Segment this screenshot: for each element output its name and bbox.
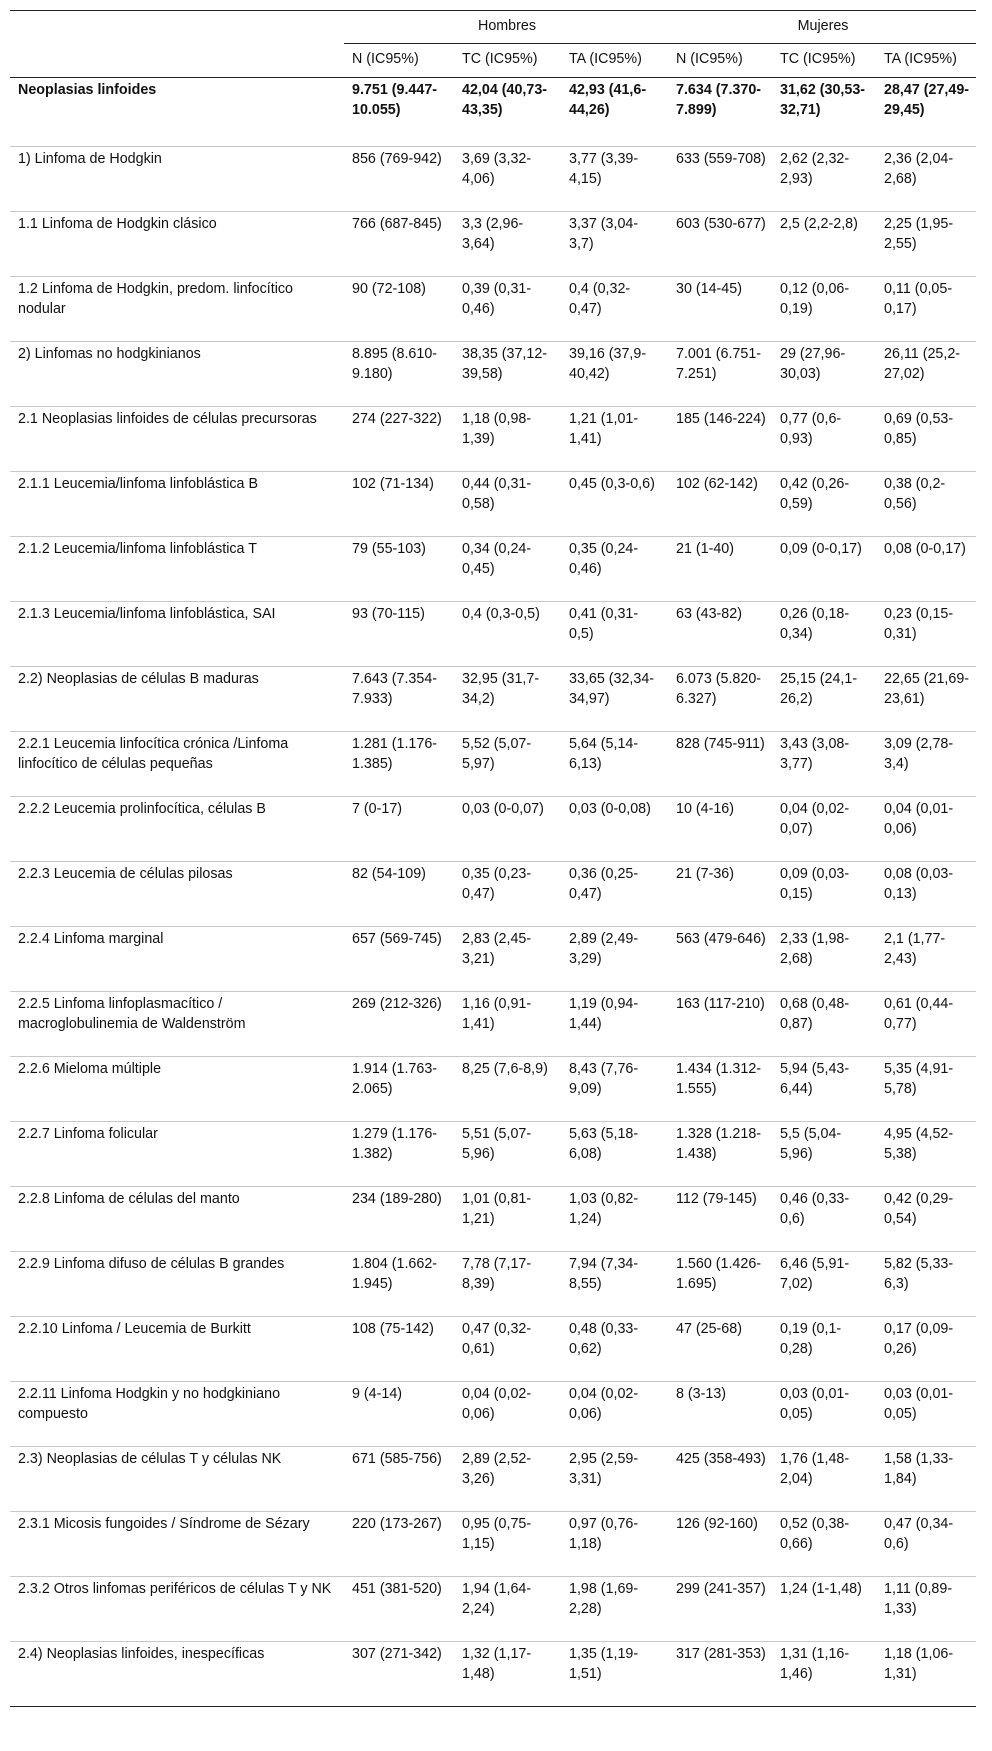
table-cell: 93 (70-115) — [344, 602, 454, 667]
table-cell: 42,93 (41,6-44,26) — [561, 78, 668, 147]
table-row — [10, 1577, 976, 1642]
table-cell: 7,94 (7,34-8,55) — [561, 1252, 668, 1317]
header-group-row — [10, 11, 976, 44]
table-cell: 0,03 (0-0,08) — [561, 797, 668, 862]
table-row — [10, 992, 976, 1057]
table-cell: 1,16 (0,91-1,41) — [454, 992, 561, 1057]
table-row — [10, 602, 976, 667]
table-row — [10, 1447, 976, 1512]
table-cell: 2,5 (2,2-2,8) — [772, 212, 876, 277]
table-row — [10, 797, 976, 862]
table-cell: 8.895 (8.610-9.180) — [344, 342, 454, 407]
table-cell: 0,17 (0,09-0,26) — [876, 1317, 976, 1382]
table-cell: 856 (769-942) — [344, 147, 454, 212]
table-cell: 0,77 (0,6-0,93) — [772, 407, 876, 472]
table-cell: 126 (92-160) — [668, 1512, 772, 1577]
table-cell: 0,11 (0,05-0,17) — [876, 277, 976, 342]
table-cell: 671 (585-756) — [344, 1447, 454, 1512]
table-cell: 1,35 (1,19-1,51) — [561, 1642, 668, 1707]
row-label: 2.2.10 Linfoma / Leucemia de Burkitt — [10, 1317, 344, 1382]
table-cell: 2,83 (2,45-3,21) — [454, 927, 561, 992]
table-cell: 32,95 (31,7-34,2) — [454, 667, 561, 732]
table-cell: 0,44 (0,31-0,58) — [454, 472, 561, 537]
row-label: 2.1.1 Leucemia/linfoma linfoblástica B — [10, 472, 344, 537]
table-row — [10, 1057, 976, 1122]
table-cell: 0,36 (0,25-0,47) — [561, 862, 668, 927]
table-cell: 1,21 (1,01-1,41) — [561, 407, 668, 472]
table-row — [10, 1187, 976, 1252]
table-cell: 274 (227-322) — [344, 407, 454, 472]
table-cell: 1,32 (1,17-1,48) — [454, 1642, 561, 1707]
table-cell: 5,35 (4,91-5,78) — [876, 1057, 976, 1122]
column-header: N (IC95%) — [668, 43, 772, 78]
table-row — [10, 927, 976, 992]
row-label: 2.4) Neoplasias linfoides, inespecíficas — [10, 1642, 344, 1707]
table-cell: 0,04 (0,02-0,07) — [772, 797, 876, 862]
header-group-hombres: Hombres — [344, 11, 668, 44]
table-cell: 1.434 (1.312-1.555) — [668, 1057, 772, 1122]
incidence-table — [10, 10, 976, 1707]
table-cell: 25,15 (24,1-26,2) — [772, 667, 876, 732]
table-row — [10, 1512, 976, 1577]
table-cell: 0,26 (0,18-0,34) — [772, 602, 876, 667]
row-label: 2.2.11 Linfoma Hodgkin y no hodgkiniano compuesto — [10, 1382, 344, 1447]
table-cell: 234 (189-280) — [344, 1187, 454, 1252]
table-cell: 3,3 (2,96-3,64) — [454, 212, 561, 277]
row-label: 2.1.3 Leucemia/linfoma linfoblástica, SAI — [10, 602, 344, 667]
table-cell: 7 (0-17) — [344, 797, 454, 862]
table-row — [10, 342, 976, 407]
row-label: 1) Linfoma de Hodgkin — [10, 147, 344, 212]
table-cell: 3,37 (3,04-3,7) — [561, 212, 668, 277]
table-cell: 307 (271-342) — [344, 1642, 454, 1707]
table-cell: 163 (117-210) — [668, 992, 772, 1057]
row-label: 2.2.3 Leucemia de células pilosas — [10, 862, 344, 927]
table-cell: 28,47 (27,49-29,45) — [876, 78, 976, 147]
row-label: 2) Linfomas no hodgkinianos — [10, 342, 344, 407]
table-cell: 3,09 (2,78-3,4) — [876, 732, 976, 797]
column-header: TC (IC95%) — [772, 43, 876, 78]
table-cell: 26,11 (25,2-27,02) — [876, 342, 976, 407]
table-cell: 63 (43-82) — [668, 602, 772, 667]
header-group-mujeres: Mujeres — [668, 11, 976, 44]
table-cell: 102 (62-142) — [668, 472, 772, 537]
table-cell: 8,25 (7,6-8,9) — [454, 1057, 561, 1122]
table-cell: 2,89 (2,49-3,29) — [561, 927, 668, 992]
table-cell: 4,95 (4,52-5,38) — [876, 1122, 976, 1187]
table-row — [10, 472, 976, 537]
table-cell: 5,51 (5,07-5,96) — [454, 1122, 561, 1187]
column-header: TC (IC95%) — [454, 43, 561, 78]
table-cell: 633 (559-708) — [668, 147, 772, 212]
table-cell: 33,65 (32,34-34,97) — [561, 667, 668, 732]
table-cell: 269 (212-326) — [344, 992, 454, 1057]
table-cell: 1,58 (1,33-1,84) — [876, 1447, 976, 1512]
row-label: 2.3) Neoplasias de células T y células NK — [10, 1447, 344, 1512]
table-cell: 5,82 (5,33-6,3) — [876, 1252, 976, 1317]
table-cell: 1,98 (1,69-2,28) — [561, 1577, 668, 1642]
table-cell: 2,36 (2,04-2,68) — [876, 147, 976, 212]
table-cell: 7,78 (7,17-8,39) — [454, 1252, 561, 1317]
table-cell: 2,1 (1,77-2,43) — [876, 927, 976, 992]
table-cell: 0,12 (0,06-0,19) — [772, 277, 876, 342]
table-cell: 0,61 (0,44-0,77) — [876, 992, 976, 1057]
table-cell: 0,41 (0,31-0,5) — [561, 602, 668, 667]
table-cell: 0,38 (0,2-0,56) — [876, 472, 976, 537]
table-cell: 1,18 (1,06-1,31) — [876, 1642, 976, 1707]
table-cell: 563 (479-646) — [668, 927, 772, 992]
table-cell: 1.914 (1.763-2.065) — [344, 1057, 454, 1122]
table-cell: 79 (55-103) — [344, 537, 454, 602]
table-cell: 10 (4-16) — [668, 797, 772, 862]
table-cell: 39,16 (37,9-40,42) — [561, 342, 668, 407]
table-cell: 0,34 (0,24-0,45) — [454, 537, 561, 602]
table-cell: 9 (4-14) — [344, 1382, 454, 1447]
table-cell: 1.328 (1.218-1.438) — [668, 1122, 772, 1187]
table-cell: 0,08 (0-0,17) — [876, 537, 976, 602]
column-header: TA (IC95%) — [561, 43, 668, 78]
table-cell: 0,95 (0,75-1,15) — [454, 1512, 561, 1577]
table-cell: 0,04 (0,02-0,06) — [454, 1382, 561, 1447]
table-container — [10, 10, 976, 1707]
table-row — [10, 407, 976, 472]
table-cell: 1,11 (0,89-1,33) — [876, 1577, 976, 1642]
table-cell: 1.560 (1.426-1.695) — [668, 1252, 772, 1317]
row-label: 2.2) Neoplasias de células B maduras — [10, 667, 344, 732]
table-cell: 0,39 (0,31-0,46) — [454, 277, 561, 342]
table-cell: 5,94 (5,43-6,44) — [772, 1057, 876, 1122]
table-cell: 90 (72-108) — [344, 277, 454, 342]
table-cell: 5,52 (5,07-5,97) — [454, 732, 561, 797]
table-cell: 102 (71-134) — [344, 472, 454, 537]
table-row — [10, 862, 976, 927]
table-cell: 7.634 (7.370-7.899) — [668, 78, 772, 147]
table-cell: 220 (173-267) — [344, 1512, 454, 1577]
table-cell: 5,5 (5,04-5,96) — [772, 1122, 876, 1187]
table-cell: 1.281 (1.176-1.385) — [344, 732, 454, 797]
table-cell: 1,03 (0,82-1,24) — [561, 1187, 668, 1252]
table-row — [10, 1642, 976, 1707]
table-cell: 0,47 (0,32-0,61) — [454, 1317, 561, 1382]
table-cell: 299 (241-357) — [668, 1577, 772, 1642]
table-cell: 42,04 (40,73-43,35) — [454, 78, 561, 147]
row-label: 2.2.9 Linfoma difuso de células B grandes — [10, 1252, 344, 1317]
table-cell: 0,35 (0,24-0,46) — [561, 537, 668, 602]
table-row — [10, 1317, 976, 1382]
table-cell: 112 (79-145) — [668, 1187, 772, 1252]
column-header: TA (IC95%) — [876, 43, 976, 78]
table-cell: 30 (14-45) — [668, 277, 772, 342]
row-label: 2.1 Neoplasias linfoides de células precursoras — [10, 407, 344, 472]
table-cell: 6.073 (5.820-6.327) — [668, 667, 772, 732]
row-label: Neoplasias linfoides — [10, 78, 344, 147]
table-cell: 0,03 (0-0,07) — [454, 797, 561, 862]
table-cell: 1,31 (1,16-1,46) — [772, 1642, 876, 1707]
table-cell: 451 (381-520) — [344, 1577, 454, 1642]
table-cell: 0,52 (0,38-0,66) — [772, 1512, 876, 1577]
table-cell: 47 (25-68) — [668, 1317, 772, 1382]
table-cell: 0,03 (0,01-0,05) — [876, 1382, 976, 1447]
table-cell: 2,25 (1,95-2,55) — [876, 212, 976, 277]
table-cell: 0,09 (0-0,17) — [772, 537, 876, 602]
table-cell: 0,48 (0,33-0,62) — [561, 1317, 668, 1382]
table-row — [10, 1122, 976, 1187]
table-row — [10, 1382, 976, 1447]
table-cell: 0,09 (0,03-0,15) — [772, 862, 876, 927]
table-cell: 0,68 (0,48-0,87) — [772, 992, 876, 1057]
row-label: 2.3.1 Micosis fungoides / Síndrome de Sézary — [10, 1512, 344, 1577]
table-row — [10, 147, 976, 212]
table-cell: 0,04 (0,01-0,06) — [876, 797, 976, 862]
row-label: 2.2.4 Linfoma marginal — [10, 927, 344, 992]
row-label: 2.2.2 Leucemia prolinfocítica, células B — [10, 797, 344, 862]
table-row — [10, 1252, 976, 1317]
table-cell: 2,95 (2,59-3,31) — [561, 1447, 668, 1512]
row-label: 2.2.7 Linfoma folicular — [10, 1122, 344, 1187]
table-cell: 7.001 (6.751-7.251) — [668, 342, 772, 407]
table-cell: 6,46 (5,91-7,02) — [772, 1252, 876, 1317]
row-label: 2.1.2 Leucemia/linfoma linfoblástica T — [10, 537, 344, 602]
table-cell: 1,19 (0,94-1,44) — [561, 992, 668, 1057]
table-row — [10, 537, 976, 602]
row-label: 2.2.5 Linfoma linfoplasmacítico / macroglobulinemia de Waldenström — [10, 992, 344, 1057]
row-label: 1.1 Linfoma de Hodgkin clásico — [10, 212, 344, 277]
row-label: 2.3.2 Otros linfomas periféricos de células T y NK — [10, 1577, 344, 1642]
table-cell: 657 (569-745) — [344, 927, 454, 992]
table-cell: 21 (7-36) — [668, 862, 772, 927]
table-cell: 1.804 (1.662-1.945) — [344, 1252, 454, 1317]
table-row — [10, 667, 976, 732]
table-cell: 5,64 (5,14-6,13) — [561, 732, 668, 797]
table-cell: 3,69 (3,32-4,06) — [454, 147, 561, 212]
table-cell: 0,42 (0,29-0,54) — [876, 1187, 976, 1252]
table-cell: 22,65 (21,69-23,61) — [876, 667, 976, 732]
table-cell: 603 (530-677) — [668, 212, 772, 277]
table-cell: 828 (745-911) — [668, 732, 772, 797]
table-row — [10, 78, 976, 147]
table-cell: 766 (687-845) — [344, 212, 454, 277]
table-cell: 0,03 (0,01-0,05) — [772, 1382, 876, 1447]
table-cell: 1,18 (0,98-1,39) — [454, 407, 561, 472]
table-cell: 1,76 (1,48-2,04) — [772, 1447, 876, 1512]
table-cell: 317 (281-353) — [668, 1642, 772, 1707]
table-cell: 29 (27,96-30,03) — [772, 342, 876, 407]
header-column-row — [10, 43, 976, 78]
row-label: 2.2.8 Linfoma de células del manto — [10, 1187, 344, 1252]
table-cell: 31,62 (30,53-32,71) — [772, 78, 876, 147]
table-cell: 0,45 (0,3-0,6) — [561, 472, 668, 537]
table-cell: 0,46 (0,33-0,6) — [772, 1187, 876, 1252]
table-cell: 0,35 (0,23-0,47) — [454, 862, 561, 927]
table-cell: 0,4 (0,3-0,5) — [454, 602, 561, 667]
table-cell: 0,19 (0,1-0,28) — [772, 1317, 876, 1382]
table-cell: 21 (1-40) — [668, 537, 772, 602]
table-cell: 3,77 (3,39-4,15) — [561, 147, 668, 212]
table-cell: 82 (54-109) — [344, 862, 454, 927]
table-cell: 5,63 (5,18-6,08) — [561, 1122, 668, 1187]
table-cell: 2,33 (1,98-2,68) — [772, 927, 876, 992]
table-cell: 2,62 (2,32-2,93) — [772, 147, 876, 212]
table-row — [10, 732, 976, 797]
row-label: 2.2.1 Leucemia linfocítica crónica /Linfoma linfocítico de células pequeñas — [10, 732, 344, 797]
table-cell: 8 (3-13) — [668, 1382, 772, 1447]
table-cell: 425 (358-493) — [668, 1447, 772, 1512]
table-cell: 0,04 (0,02-0,06) — [561, 1382, 668, 1447]
table-cell: 7.643 (7.354-7.933) — [344, 667, 454, 732]
table-cell: 9.751 (9.447-10.055) — [344, 78, 454, 147]
column-header: N (IC95%) — [344, 43, 454, 78]
table-cell: 1.279 (1.176-1.382) — [344, 1122, 454, 1187]
table-cell: 0,42 (0,26-0,59) — [772, 472, 876, 537]
table-cell: 3,43 (3,08-3,77) — [772, 732, 876, 797]
table-cell: 1,94 (1,64-2,24) — [454, 1577, 561, 1642]
table-cell: 0,47 (0,34-0,6) — [876, 1512, 976, 1577]
table-cell: 185 (146-224) — [668, 407, 772, 472]
table-cell: 2,89 (2,52-3,26) — [454, 1447, 561, 1512]
table-cell: 0,08 (0,03-0,13) — [876, 862, 976, 927]
table-cell: 0,97 (0,76-1,18) — [561, 1512, 668, 1577]
table-cell: 0,4 (0,32-0,47) — [561, 277, 668, 342]
table-cell: 0,69 (0,53-0,85) — [876, 407, 976, 472]
header-label-cell — [10, 43, 344, 78]
table-cell: 8,43 (7,76-9,09) — [561, 1057, 668, 1122]
table-cell: 38,35 (37,12-39,58) — [454, 342, 561, 407]
table-row — [10, 212, 976, 277]
table-body — [10, 78, 976, 1707]
table-cell: 1,01 (0,81-1,21) — [454, 1187, 561, 1252]
table-cell: 1,24 (1-1,48) — [772, 1577, 876, 1642]
table-row — [10, 277, 976, 342]
table-cell: 0,23 (0,15-0,31) — [876, 602, 976, 667]
row-label: 1.2 Linfoma de Hodgkin, predom. linfocítico nodular — [10, 277, 344, 342]
table-cell: 108 (75-142) — [344, 1317, 454, 1382]
header-empty-cell — [10, 11, 344, 44]
row-label: 2.2.6 Mieloma múltiple — [10, 1057, 344, 1122]
